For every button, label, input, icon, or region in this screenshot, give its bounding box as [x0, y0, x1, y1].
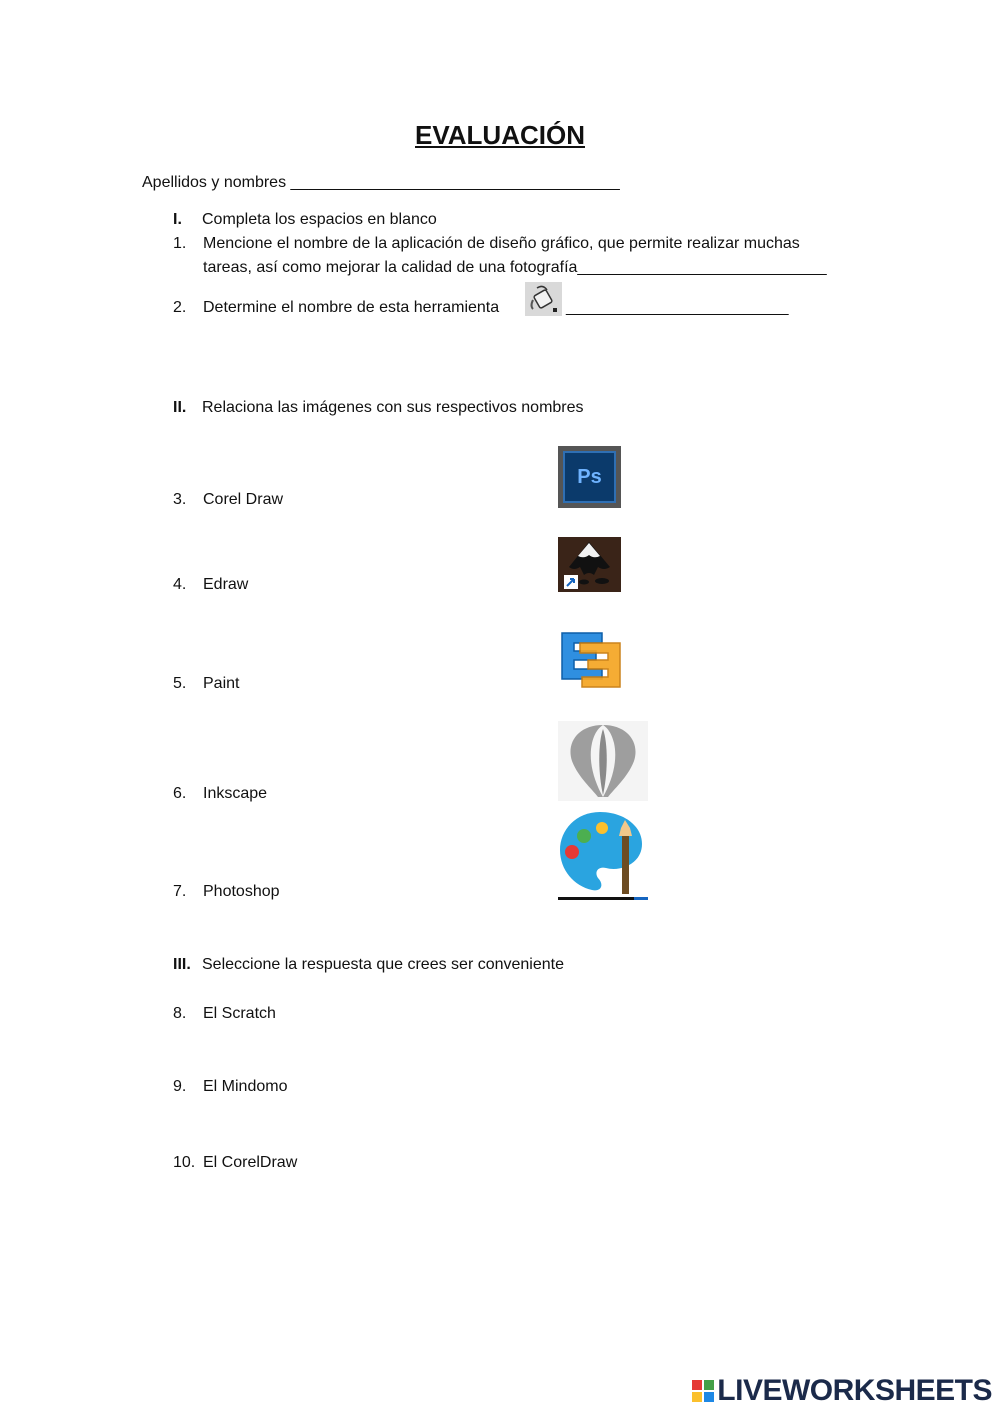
section-1-title: Completa los espacios en blanco	[202, 211, 437, 228]
page-title: EVALUACIÓN	[415, 120, 585, 150]
select-item	[173, 1005, 276, 1023]
match-item-label: Corel Draw	[203, 491, 284, 508]
question-number: 2.	[173, 299, 187, 316]
question-2-blank: _________________________	[566, 299, 789, 316]
select-item-label: El CorelDraw	[203, 1154, 298, 1171]
liveworksheets-brand-text: LIVEWORKSHEETS	[717, 1374, 992, 1407]
match-item	[173, 785, 267, 803]
section-2-heading	[173, 399, 584, 417]
question-1-line-1: Mencione el nombre de la aplicación de diseño gráfico, que permite realizar muchas	[203, 235, 800, 252]
select-item-label: El Mindomo	[203, 1078, 288, 1095]
item-number: 7.	[173, 883, 187, 900]
paint-bucket-icon	[525, 282, 562, 316]
paint-palette-icon	[558, 806, 648, 900]
item-number: 8.	[173, 1005, 187, 1022]
section-1-numeral: I.	[173, 211, 182, 228]
match-item	[173, 491, 283, 509]
section-3-heading	[173, 956, 564, 974]
question-2-text: Determine el nombre de esta herramienta	[203, 299, 500, 316]
select-item-label: El Scratch	[203, 1005, 276, 1022]
match-item-label: Edraw	[203, 576, 249, 593]
match-item	[173, 675, 239, 693]
item-number: 9.	[173, 1078, 187, 1095]
section-3-title: Seleccione la respuesta que crees ser conveniente	[202, 956, 564, 973]
item-number: 6.	[173, 785, 187, 802]
match-item-label: Photoshop	[203, 883, 280, 900]
match-item-label: Paint	[203, 675, 240, 692]
select-item	[173, 1078, 287, 1096]
section-1-heading	[173, 211, 437, 229]
liveworksheets-logo	[692, 1374, 992, 1408]
select-item	[173, 1154, 297, 1172]
liveworksheets-logo-icon	[692, 1380, 714, 1402]
inkscape-icon	[558, 537, 621, 592]
section-3-numeral: III.	[173, 956, 191, 973]
question-1-line-2: tareas, así como mejorar la calidad de una fotografía____________________________	[203, 259, 827, 276]
question-number: 1.	[173, 235, 187, 252]
match-item	[173, 576, 248, 594]
item-number: 3.	[173, 491, 187, 508]
section-2-numeral: II.	[173, 399, 187, 416]
question-2	[173, 299, 499, 317]
item-number: 5.	[173, 675, 187, 692]
item-number: 10.	[173, 1154, 196, 1171]
section-2-title: Relaciona las imágenes con sus respectivos nombres	[202, 399, 584, 416]
coreldraw-icon	[558, 721, 648, 801]
edraw-icon	[558, 627, 623, 692]
question-1	[173, 235, 800, 253]
name-line: Apellidos y nombres _____________________________________	[142, 174, 620, 191]
photoshop-icon	[558, 446, 621, 508]
item-number: 4.	[173, 576, 187, 593]
match-item-label: Inkscape	[203, 785, 268, 802]
match-item	[173, 883, 280, 901]
photoshop-icon-text: Ps	[563, 451, 616, 503]
